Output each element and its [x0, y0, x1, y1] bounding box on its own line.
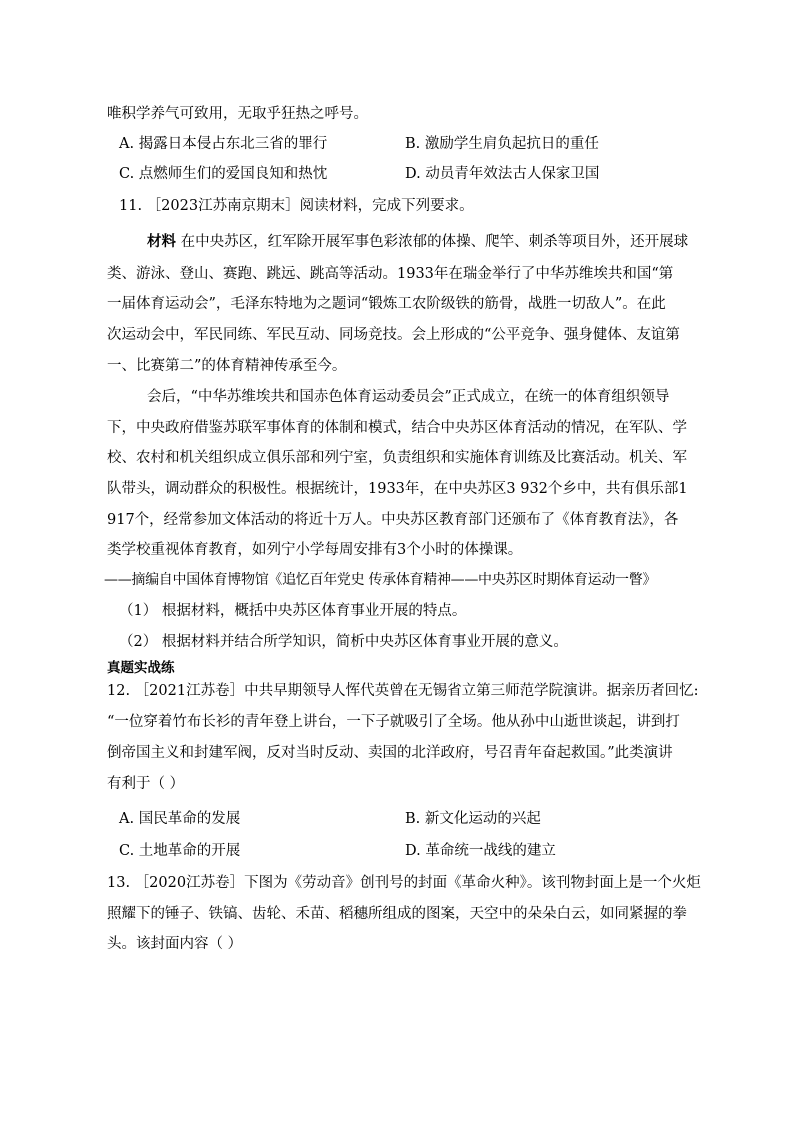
- q11-material-line: 917个，经常参加文体活动的将近十万人。中央苏区教育部门还颁布了《体育教育法》，各: [107, 512, 679, 528]
- q11-material-line: 会后，“中华苏维埃共和国赤色体育运动委员会”正式成立，在统一的体育组织领导: [147, 389, 670, 405]
- q11-material-label: 材料: [147, 233, 176, 250]
- q11-material-first: 在中央苏区，红军除开展军事色彩浓郁的体操、爬竿、刺杀等项目外，还开展球: [176, 234, 689, 250]
- q12-stem-line: 有利于（ ）: [107, 776, 185, 792]
- q10-option-d[interactable]: D. 动员青年效法古人保家卫国: [405, 166, 600, 182]
- q12-option-d[interactable]: D. 革命统一战线的建立: [405, 843, 556, 859]
- q13-stem-line: 照耀下的锤子、铁镐、齿轮、禾苗、稻穗所组成的图案，天空中的朵朵白云，如同紧握的拳: [107, 906, 687, 922]
- q11-material-line: 次运动会中，军民同练、军民互动、同场竞技。会上形成的“公平竞争、强身健体、友谊第: [107, 327, 680, 343]
- q11-material-line: 类学校重视体育教育，如列宁小学每周安排有3个小时的体操课。: [107, 542, 523, 558]
- q12-stem-line: “一位穿着竹布长衫的青年登上讲台，一下子就吸引了全场。他从孙中山逝世谈起，讲到打: [107, 714, 680, 730]
- q11-material-line: 类、游泳、登山、赛跑、跳远、跳高等活动。1933年在瑞金举行了中华苏维埃共和国“第: [107, 266, 674, 282]
- q11-material-line: 下，中央政府借鉴苏联军事体育的体制和模式，结合中央苏区体育活动的情况，在军队、学: [107, 420, 687, 436]
- q11-material-line: 一届体育运动会”，毛泽东特地为之题词“锻炼工农阶级铁的筋骨，战胜一切敌人”。在此: [107, 296, 666, 312]
- section-title: 真题实战练: [107, 660, 175, 676]
- q11-material-line: 一、比赛第二”的体育精神传承至今。: [107, 358, 347, 374]
- q12-option-a[interactable]: A. 国民革命的发展: [119, 811, 241, 827]
- q10-option-c[interactable]: C. 点燃师生们的爱国良知和热忱: [119, 166, 328, 182]
- q11-material-line-1: [147, 232, 688, 252]
- q11-material-line: 队带头，调动群众的积极性。根据统计，1933年，在中央苏区3 932个乡中，共有俱乐部1: [107, 481, 688, 497]
- q11-sub-question-1: （1） 根据材料，概括中央苏区体育事业开展的特点。: [119, 603, 467, 619]
- q13-stem-line: 头。该封面内容（ ）: [107, 936, 243, 952]
- q12-option-b[interactable]: B. 新文化运动的兴起: [405, 811, 541, 827]
- q12-option-c[interactable]: C. 土地革命的开展: [119, 843, 241, 859]
- q12-stem-line: 倒帝国主义和封建军阀，反对当时反动、卖国的北洋政府，号召青年奋起救国。”此类演讲: [107, 745, 673, 761]
- q11-material-line: 校、农村和机关组织成立俱乐部和列宁室，负责组织和实施体育训练及比赛活动。机关、军: [107, 450, 687, 466]
- q10-option-a[interactable]: A. 揭露日本侵占东北三省的罪行: [119, 136, 328, 152]
- q11-stem: 11. ［2023江苏南京期末］阅读材料，完成下列要求。: [119, 198, 474, 214]
- q13-stem-line: 13. ［2020江苏卷］下图为《劳动音》创刊号的封面《革命火种》。该刊物封面上是一个火炬: [107, 875, 701, 891]
- q11-source: ——摘编自中国体育博物馆《追忆百年党史 传承体育精神——中央苏区时期体育运动一瞥》: [104, 572, 657, 588]
- q11-sub-question-2: （2） 根据材料并结合所学知识，简析中央苏区体育事业开展的意义。: [119, 634, 568, 650]
- q10-stem-tail: 唯积学养气可致用，无取乎狂热之呼号。: [107, 106, 368, 122]
- q10-option-b[interactable]: B. 激励学生肩负起抗日的重任: [405, 136, 599, 152]
- q12-stem-line: 12. ［2021江苏卷］中共早期领导人恽代英曾在无锡省立第三师范学院演讲。据亲历者回忆:: [107, 683, 699, 699]
